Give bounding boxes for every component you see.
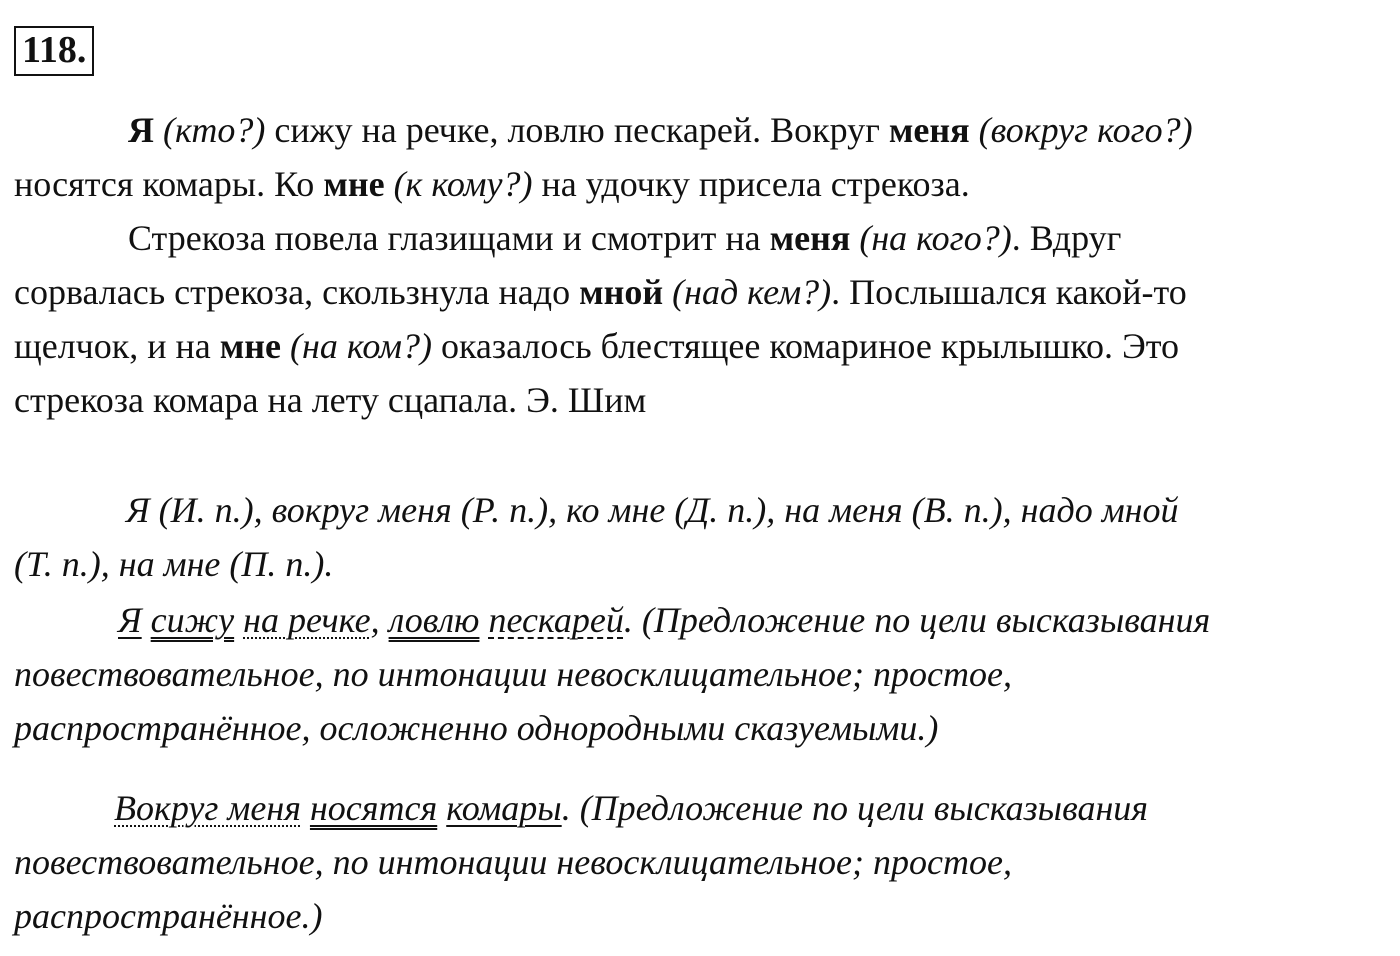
- subject-ya: Я: [118, 600, 142, 640]
- text-line-1: [128, 108, 1193, 152]
- question-na-kom: (на ком?): [281, 326, 441, 366]
- text-fragment: Стрекоза повела глазищами и смотрит на: [128, 218, 770, 258]
- analysis-2-line-3: распространённое.): [14, 896, 323, 936]
- question-k-komu: (к кому?): [384, 164, 542, 204]
- analysis-1-line-2: повествовательное, по интонации невосклицательное; простое,: [14, 654, 1012, 694]
- adverbial-vokrug-menya: Вокруг меня: [114, 788, 301, 828]
- text-fragment: сижу на речке, ловлю пескарей. Вокруг: [274, 110, 889, 150]
- analysis-2-line-1: [114, 786, 1148, 830]
- analysis-1-line-1: [118, 598, 1210, 642]
- analysis-text: . (Предложение по цели высказывания: [561, 788, 1149, 828]
- word-ya: Я: [128, 110, 154, 150]
- word-menya-2: меня: [769, 218, 851, 258]
- exercise-number: 118.: [14, 26, 94, 76]
- analysis-1-line-3: распространённое, осложненно однородными сказуемыми.): [14, 708, 939, 748]
- analysis-2-line-2: повествовательное, по интонации невосклицательное; простое,: [14, 842, 1012, 882]
- predicate-lovlyu: ловлю: [388, 600, 480, 640]
- object-peskarey: пескарей: [488, 600, 624, 640]
- subject-komary: комары: [446, 788, 562, 828]
- predicate-sizhu: сижу: [150, 600, 235, 640]
- question-vokrug-kogo: (вокруг кого?): [969, 110, 1193, 150]
- text-fragment: носятся комары. Ко: [14, 164, 324, 204]
- question-nad-kem: (над кем?): [663, 272, 832, 312]
- question-na-kogo: (на кого?): [850, 218, 1012, 258]
- question-kto: (кто?): [154, 110, 275, 150]
- text-line-4: [14, 270, 1187, 314]
- word-menya: меня: [888, 110, 970, 150]
- text-line-3: [128, 216, 1121, 260]
- text-fragment: . Послышался какой-то: [831, 272, 1187, 312]
- text-fragment: оказалось блестящее комариное крылышко. Это: [440, 326, 1180, 366]
- text-fragment: . Вдруг: [1011, 218, 1122, 258]
- comma: ,: [370, 600, 380, 640]
- text-line-6: стрекоза комара на лету сцапала. Э. Шим: [14, 380, 647, 420]
- text-fragment: на удочку присела стрекоза.: [541, 164, 970, 204]
- word-mnoy: мной: [579, 272, 664, 312]
- text-line-5: [14, 324, 1179, 368]
- analysis-text: . (Предложение по цели высказывания: [623, 600, 1211, 640]
- predicate-nosyatsya: носятся: [309, 788, 438, 828]
- text-line-2: [14, 162, 970, 206]
- word-mne: мне: [323, 164, 385, 204]
- word-mne-2: мне: [219, 326, 282, 366]
- adverbial-na-rechke: на речке: [243, 600, 371, 640]
- cases-line-2: (Т. п.), на мне (П. п.).: [14, 544, 334, 584]
- cases-line-1: Я (И. п.), вокруг меня (Р. п.), ко мне (Д. п.), на меня (В. п.), надо мной: [126, 490, 1179, 530]
- text-fragment: щелчок, и на: [14, 326, 220, 366]
- text-fragment: сорвалась стрекоза, скользнула надо: [14, 272, 580, 312]
